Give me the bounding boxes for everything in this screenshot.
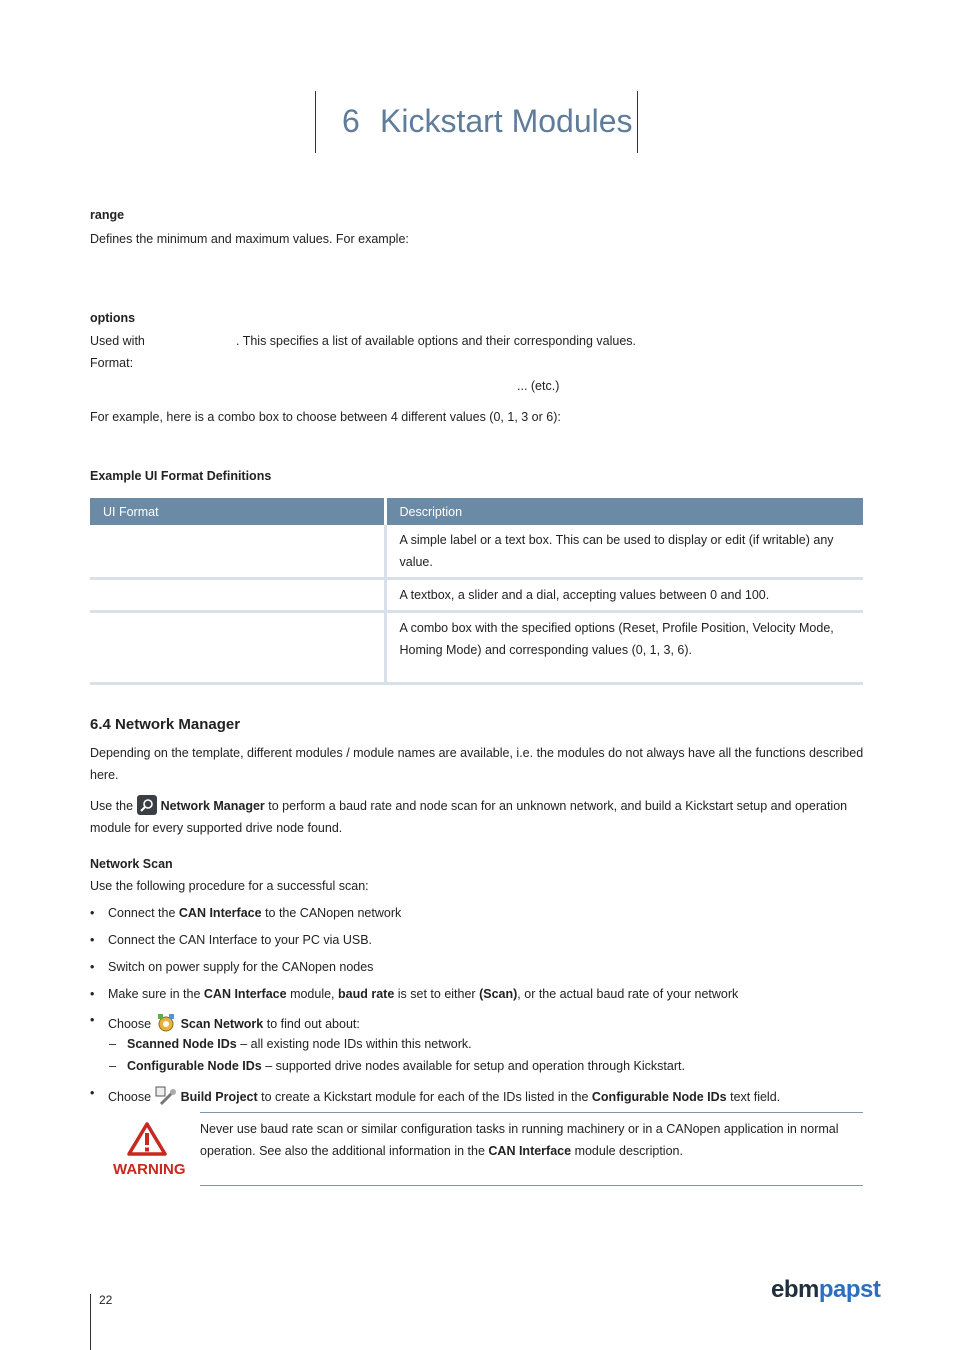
s2-bold: Configurable Node IDs <box>127 1059 262 1073</box>
options-used-with-suffix: . This specifies a list of available options and their corresponding values. <box>236 334 636 348</box>
b4-mid1: module, <box>290 987 335 1001</box>
table-title: Example UI Format Definitions <box>90 469 272 483</box>
network-manager-icon <box>137 795 157 815</box>
ebmpapst-logo <box>771 1276 880 1304</box>
network-scan-heading: Network Scan <box>90 857 173 871</box>
list-item <box>108 1013 360 1033</box>
range-heading: range <box>90 208 125 222</box>
b4-post: , or the actual baud rate of your network <box>517 987 739 1001</box>
warning-text-bold: CAN Interface <box>488 1144 572 1158</box>
table-cell-description: A combo box with the specified options (Reset, Profile Position, Velocity Mode, Homing Mode) and corresponding values (0, 1, 3, 6). <box>385 612 863 684</box>
s2-post: – supported drive nodes available for setup and operation through Kickstart. <box>265 1059 685 1073</box>
b1-post: to the CANopen network <box>265 906 402 920</box>
chapter-number: 6 <box>342 103 360 139</box>
s1-post: – all existing node IDs within this network. <box>240 1037 472 1051</box>
b5-bold: Scan Network <box>180 1017 264 1031</box>
header-description: Description <box>385 498 863 525</box>
b4-mid2: is set to either <box>397 987 476 1001</box>
options-used-with-prefix: Used with <box>90 334 145 348</box>
ui-format-table <box>90 498 863 685</box>
table-cell-description: A simple label or a text box. This can be used to display or edit (if writable) any value. <box>385 525 863 579</box>
options-example-text: For example, here is a combo box to choose between 4 different values (0, 1, 3 or 6): <box>90 410 561 424</box>
use-prefix: Use the <box>90 799 134 813</box>
table-row <box>90 579 863 612</box>
network-scan-intro: Use the following procedure for a successful scan: <box>90 879 369 893</box>
b3-text: Switch on power supply for the CANopen nodes <box>108 960 374 974</box>
b6-bold: Build Project <box>180 1090 258 1104</box>
b4-bold2: baud rate <box>338 987 395 1001</box>
logo-papst: papst <box>818 1276 881 1303</box>
section-heading-network-manager: 6.4 Network Manager <box>90 716 241 733</box>
b1-bold: CAN Interface <box>178 906 262 920</box>
header-ui-format: UI Format <box>90 498 385 525</box>
list-item <box>127 1037 472 1051</box>
footer-bar <box>90 1294 91 1350</box>
table-row <box>90 525 863 579</box>
table-cell-description: A textbox, a slider and a dial, accepting values between 0 and 100. <box>385 579 863 612</box>
network-manager-use-paragraph <box>90 795 865 839</box>
warning-text-post: module description. <box>574 1144 683 1158</box>
warning-icon <box>126 1121 168 1160</box>
table-cell-format <box>90 612 385 684</box>
options-etc: ... (etc.) <box>517 379 560 393</box>
s1-bold: Scanned Node IDs <box>127 1037 237 1051</box>
table-cell-format <box>90 525 385 579</box>
build-project-icon <box>155 1086 177 1106</box>
b6-bold2: Configurable Node IDs <box>591 1090 727 1104</box>
b2-text: Connect the CAN Interface to your PC via USB. <box>108 933 373 947</box>
b6-post: text field. <box>730 1090 781 1104</box>
list-item <box>108 960 373 974</box>
logo-ebm: ebm <box>771 1276 819 1303</box>
table-cell-format <box>90 579 385 612</box>
warning-text <box>200 1118 860 1162</box>
chapter-header <box>315 91 638 153</box>
page-number: 22 <box>99 1293 113 1307</box>
b6-pre: Choose <box>108 1090 152 1104</box>
b4-bold1: CAN Interface <box>203 987 287 1001</box>
b1-pre: Connect the <box>108 906 176 920</box>
warning-top-rule <box>200 1112 863 1113</box>
b5-post: to find out about: <box>266 1017 360 1031</box>
warning-text-pre: Never use baud rate scan or similar configuration tasks in running machinery or in a CANopen application in normal operation. See also the additional information in the <box>200 1122 839 1158</box>
b5-pre: Choose <box>108 1017 152 1031</box>
use-suffix: to perform a baud rate and node scan for an unknown network, and build a Kickstart setup and operation module for every supported drive node found. <box>90 799 848 835</box>
options-format-label: Format: <box>90 356 134 370</box>
list-item <box>108 987 738 1001</box>
use-bold: Network Manager <box>160 799 265 813</box>
warning-label: WARNING <box>113 1161 186 1178</box>
b4-pre: Make sure in the <box>108 987 201 1001</box>
table-row <box>90 612 863 684</box>
options-heading: options <box>90 311 136 325</box>
b4-bold3: (Scan) <box>479 987 518 1001</box>
list-item <box>108 906 401 920</box>
network-manager-intro: Depending on the template, different modules / module names are available, i.e. the modules do not always have all the functions described here. <box>90 746 864 782</box>
list-item <box>108 933 372 947</box>
scan-network-icon <box>155 1013 177 1033</box>
warning-bottom-rule <box>200 1185 863 1186</box>
chapter-title: Kickstart Modules <box>380 103 633 139</box>
list-item <box>108 1086 780 1106</box>
range-text: Defines the minimum and maximum values. For example: <box>90 232 409 246</box>
b6-mid: to create a Kickstart module for each of the IDs listed in the <box>261 1090 589 1104</box>
list-item <box>127 1059 685 1073</box>
